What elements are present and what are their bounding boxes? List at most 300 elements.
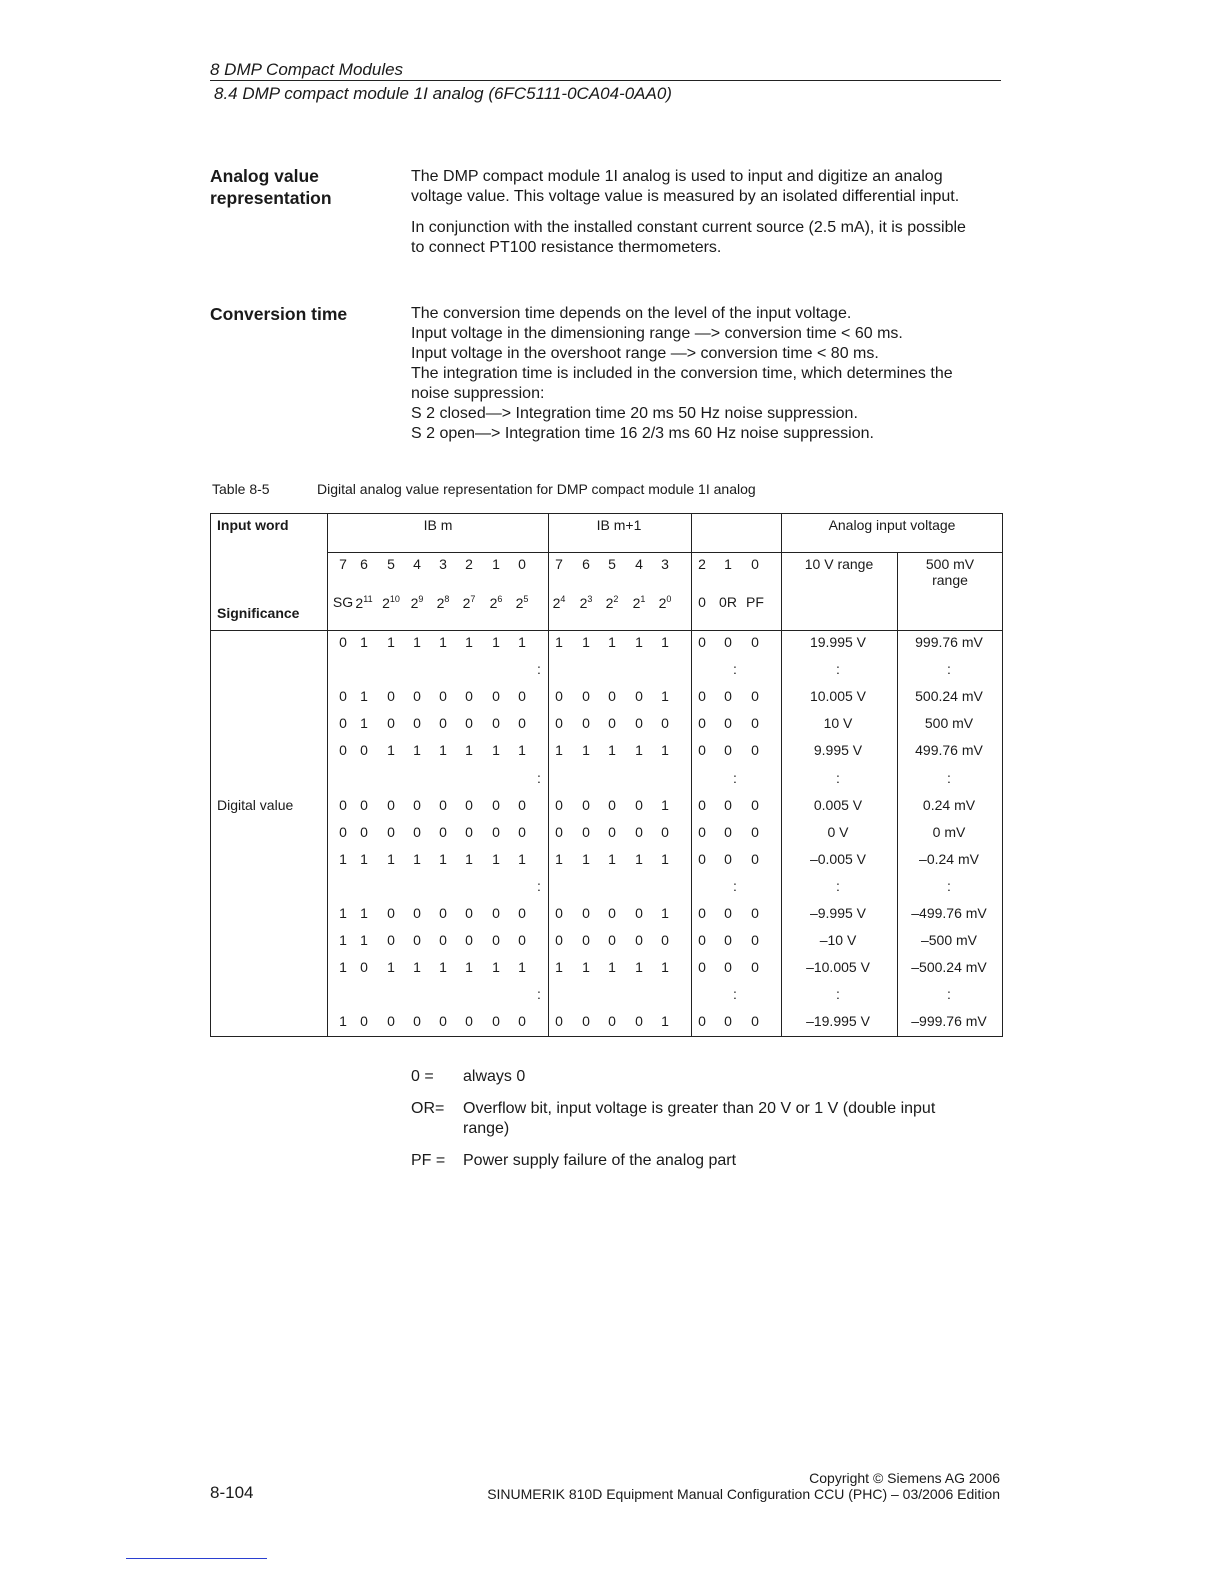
legend-key: PF =	[411, 1152, 446, 1169]
bit-value: 1	[555, 959, 563, 975]
bit-value: 1	[555, 851, 563, 867]
bit-value: 0	[439, 932, 447, 948]
ellipsis: :	[947, 661, 951, 677]
bit-value: 1	[439, 959, 447, 975]
bit-number: 2	[465, 556, 473, 572]
voltage-10v: 19.995 V	[809, 634, 867, 650]
ellipsis: :	[733, 770, 737, 786]
bit-value: 0	[360, 824, 368, 840]
bit-number: 0	[518, 556, 526, 572]
significance-value: $2^{10}$	[382, 594, 400, 611]
bit-value: 0	[724, 634, 732, 650]
bit-value: 1	[413, 851, 421, 867]
legend-description	[463, 1151, 983, 1171]
bit-value: 0	[608, 824, 616, 840]
bit-value: 1	[582, 851, 590, 867]
bit-value: 0	[661, 715, 669, 731]
bit-value: 1	[492, 634, 500, 650]
voltage-500mv: 0 mV	[932, 824, 966, 840]
bit-value: 0	[387, 688, 395, 704]
section-title: 8.4 DMP compact module 1I analog (6FC5111-0CA04-0AA0)	[214, 84, 672, 103]
bit-value: 1	[608, 851, 616, 867]
bit-value: 0	[555, 824, 563, 840]
significance-exponent: 9	[418, 594, 424, 604]
voltage-500mv: 0.24 mV	[922, 797, 976, 813]
bit-value: 1	[387, 742, 395, 758]
significance-exponent: 2	[613, 594, 619, 604]
significance-exponent: 5	[523, 594, 529, 604]
bit-value: 0	[698, 824, 706, 840]
bit-value: 1	[555, 634, 563, 650]
column-divider	[781, 514, 782, 1036]
bit-value: 0	[698, 905, 706, 921]
bit-value: 0	[608, 797, 616, 813]
legend-description	[463, 1067, 983, 1087]
ellipsis: :	[947, 986, 951, 1002]
bit-value: 0	[465, 1013, 473, 1029]
ellipsis: :	[537, 661, 541, 677]
bit-value: 1	[608, 742, 616, 758]
ellipsis: :	[733, 986, 737, 1002]
bit-value: 1	[518, 851, 526, 867]
bit-value: 1	[608, 634, 616, 650]
bit-value: 1	[661, 851, 669, 867]
bit-value: 1	[608, 959, 616, 975]
bit-value: 1	[387, 634, 395, 650]
bit-value: 0	[751, 851, 759, 867]
bit-value: 1	[465, 742, 473, 758]
significance-label: Significance	[217, 605, 300, 621]
bit-value: 1	[413, 742, 421, 758]
bit-value: 0	[465, 905, 473, 921]
bit-value: 0	[698, 634, 706, 650]
bit-value: 0	[339, 634, 347, 650]
bit-value: 0	[608, 905, 616, 921]
bit-value: 0	[413, 905, 421, 921]
bit-value: 0	[518, 824, 526, 840]
bit-value: 1	[465, 851, 473, 867]
ellipsis: :	[836, 878, 840, 894]
bit-value: 0	[751, 715, 759, 731]
digital-value-table	[210, 513, 1003, 1037]
analog-heading-line2: representation	[210, 188, 332, 208]
bit-value: 0	[518, 688, 526, 704]
ibm-header: IB m	[423, 517, 453, 533]
bit-value: 1	[518, 634, 526, 650]
voltage-500mv: –999.76 mV	[911, 1013, 987, 1029]
bit-value: 0	[439, 905, 447, 921]
bit-value: 0	[698, 932, 706, 948]
bit-value: 0	[751, 932, 759, 948]
voltage-10v: –19.995 V	[806, 1013, 870, 1029]
text-line: range)	[463, 1120, 510, 1137]
bit-value: 1	[661, 1013, 669, 1029]
ibm1-header: IB m+1	[596, 517, 642, 533]
bit-value: 0	[582, 905, 590, 921]
bit-value: 0	[439, 1013, 447, 1029]
conversion-time-text	[411, 304, 1001, 444]
text-line: The integration time is included in the conversion time, which determines the	[411, 365, 953, 382]
chapter-title: 8 DMP Compact Modules	[210, 60, 404, 79]
bit-value: 0	[661, 932, 669, 948]
legend-key: 0 =	[411, 1068, 434, 1085]
significance-exponent: 0	[666, 594, 672, 604]
bit-value: 0	[439, 688, 447, 704]
significance-value: 0R	[719, 594, 737, 610]
bit-value: 0	[387, 824, 395, 840]
bit-value: 0	[465, 797, 473, 813]
bit-value: 1	[582, 959, 590, 975]
bit-value: 0	[439, 715, 447, 731]
bit-value: 0	[339, 715, 347, 731]
ellipsis: :	[537, 878, 541, 894]
bit-value: 0	[413, 715, 421, 731]
table-caption-number: Table 8-5	[212, 481, 270, 497]
voltage-10v: 10 V	[823, 715, 853, 731]
bit-value: 0	[751, 824, 759, 840]
bit-number: 5	[387, 556, 395, 572]
bit-value: 0	[360, 1013, 368, 1029]
significance-value: $2^0$	[658, 594, 672, 611]
ellipsis: :	[947, 878, 951, 894]
bit-number: 6	[360, 556, 368, 572]
voltage-500mv: 500 mV	[924, 715, 974, 731]
bit-value: 1	[413, 959, 421, 975]
bit-value: 0	[360, 959, 368, 975]
bit-value: 1	[492, 851, 500, 867]
bit-value: 0	[724, 1013, 732, 1029]
bit-value: 0	[724, 959, 732, 975]
analog-value-heading	[210, 165, 332, 209]
range-500mv-line1: 500 mV	[925, 556, 975, 572]
text-line: always 0	[463, 1068, 526, 1085]
bit-value: 1	[518, 742, 526, 758]
bit-value: 0	[339, 824, 347, 840]
text-line: The DMP compact module 1I analog is used to input and digitize an analog	[411, 168, 943, 185]
bit-value: 0	[518, 1013, 526, 1029]
bit-value: 1	[439, 742, 447, 758]
text-line: to connect PT100 resistance thermometers.	[411, 239, 722, 256]
copyright: Copyright © Siemens AG 2006	[809, 1470, 1000, 1486]
bit-value: 0	[555, 688, 563, 704]
bit-value: 1	[360, 851, 368, 867]
row-divider	[327, 552, 1002, 553]
bit-value: 0	[387, 797, 395, 813]
analog-value-text	[411, 167, 1001, 269]
bit-number: 2	[698, 556, 706, 572]
bit-value: 0	[492, 1013, 500, 1029]
bit-value: 0	[582, 1013, 590, 1029]
bit-value: 0	[635, 932, 643, 948]
header-rule	[210, 80, 1001, 81]
bit-value: 0	[698, 851, 706, 867]
bit-value: 1	[661, 905, 669, 921]
bit-value: 0	[582, 932, 590, 948]
bit-value: 0	[635, 715, 643, 731]
bit-value: 0	[724, 742, 732, 758]
bit-value: 0	[582, 688, 590, 704]
significance-value: $2^1$	[632, 594, 646, 611]
bit-value: 1	[339, 1013, 347, 1029]
bit-value: 1	[339, 959, 347, 975]
voltage-10v: 10.005 V	[809, 688, 867, 704]
ellipsis: :	[836, 986, 840, 1002]
bit-value: 0	[608, 715, 616, 731]
voltage-10v: 0 V	[827, 824, 849, 840]
page-number: 8-104	[210, 1483, 254, 1502]
bit-value: 0	[724, 932, 732, 948]
significance-value: $2^5$	[515, 594, 529, 611]
significance-value: $2^{11}$	[355, 594, 373, 611]
bit-value: 0	[387, 932, 395, 948]
bit-value: 1	[360, 688, 368, 704]
significance-exponent: 3	[587, 594, 593, 604]
bit-value: 0	[751, 1013, 759, 1029]
significance-exponent: 4	[560, 594, 566, 604]
bit-value: 0	[555, 905, 563, 921]
voltage-500mv: –0.24 mV	[919, 851, 979, 867]
bit-value: 1	[439, 851, 447, 867]
bit-value: 0	[608, 688, 616, 704]
bit-value: 0	[582, 715, 590, 731]
significance-exponent: 11	[363, 594, 373, 604]
column-divider	[897, 552, 898, 1036]
legend-key: OR=	[411, 1100, 445, 1117]
bit-value: 1	[635, 851, 643, 867]
bit-value: 0	[724, 905, 732, 921]
bit-value: 1	[339, 932, 347, 948]
ellipsis: :	[947, 770, 951, 786]
significance-value: $2^3$	[579, 594, 593, 611]
bit-number: 7	[339, 556, 347, 572]
bit-value: 1	[465, 634, 473, 650]
voltage-500mv: –500.24 mV	[911, 959, 987, 975]
bit-value: 1	[387, 959, 395, 975]
bit-number: 4	[413, 556, 421, 572]
row-divider	[211, 630, 1002, 631]
text-line: S 2 open—> Integration time 16 2/3 ms 60 Hz noise suppression.	[411, 425, 874, 442]
text-line: Input voltage in the dimensioning range —> conversion time < 60 ms.	[411, 325, 903, 342]
bit-value: 0	[413, 1013, 421, 1029]
bit-value: 1	[492, 742, 500, 758]
bit-number: 0	[751, 556, 759, 572]
bit-value: 0	[518, 797, 526, 813]
bit-value: 1	[582, 742, 590, 758]
ellipsis: :	[537, 770, 541, 786]
significance-value: SG	[332, 594, 354, 610]
significance-value: $2^6$	[489, 594, 503, 611]
bit-value: 0	[724, 851, 732, 867]
significance-exponent: 7	[470, 594, 476, 604]
bit-value: 1	[661, 634, 669, 650]
bit-value: 1	[661, 959, 669, 975]
bit-value: 0	[413, 797, 421, 813]
bit-value: 0	[465, 932, 473, 948]
significance-value: $2^7$	[462, 594, 476, 611]
voltage-10v: 9.995 V	[813, 742, 863, 758]
bit-value: 0	[698, 742, 706, 758]
ellipsis: :	[733, 878, 737, 894]
bit-value: 0	[492, 688, 500, 704]
bit-value: 1	[661, 797, 669, 813]
bit-value: 0	[698, 797, 706, 813]
ellipsis: :	[836, 770, 840, 786]
bit-value: 1	[387, 851, 395, 867]
text-line: noise suppression:	[411, 385, 545, 402]
bit-value: 1	[439, 634, 447, 650]
bit-value: 0	[751, 797, 759, 813]
ellipsis: :	[733, 661, 737, 677]
bit-value: 0	[635, 1013, 643, 1029]
text-line: The conversion time depends on the level of the input voltage.	[411, 305, 852, 322]
analog-paragraph-2	[411, 218, 1001, 258]
range-500mv-header	[926, 556, 974, 588]
bit-value: 0	[724, 715, 732, 731]
bit-number: 3	[661, 556, 669, 572]
footer-link-underline	[126, 1558, 267, 1559]
bit-value: 0	[339, 688, 347, 704]
bit-value: 1	[360, 715, 368, 731]
significance-value: $2^4$	[552, 594, 566, 611]
bit-value: 0	[413, 824, 421, 840]
ellipsis: :	[537, 986, 541, 1002]
text-line: voltage value. This voltage value is measured by an isolated differential input.	[411, 188, 960, 205]
column-divider	[691, 514, 692, 1036]
bit-value: 0	[387, 1013, 395, 1029]
significance-value: $2^8$	[436, 594, 450, 611]
bit-value: 0	[492, 797, 500, 813]
bit-value: 0	[360, 742, 368, 758]
bit-value: 1	[661, 742, 669, 758]
bit-value: 0	[635, 824, 643, 840]
significance-value: 0	[698, 594, 706, 610]
bit-value: 0	[698, 1013, 706, 1029]
bit-value: 1	[360, 932, 368, 948]
bit-value: 0	[387, 905, 395, 921]
significance-exponent: 1	[640, 594, 646, 604]
voltage-10v: –0.005 V	[809, 851, 867, 867]
bit-value: 0	[465, 824, 473, 840]
legend-description	[463, 1099, 983, 1139]
range-10v-header: 10 V range	[804, 556, 874, 572]
bit-value: 0	[635, 797, 643, 813]
text-line: In conjunction with the installed constant current source (2.5 mA), it is possible	[411, 219, 966, 236]
bit-value: 0	[724, 688, 732, 704]
significance-exponent: 8	[444, 594, 450, 604]
bit-value: 1	[661, 688, 669, 704]
bit-number: 7	[555, 556, 563, 572]
manual-title: SINUMERIK 810D Equipment Manual Configuration CCU (PHC) – 03/2006 Edition	[487, 1486, 1000, 1502]
bit-number: 1	[492, 556, 500, 572]
voltage-500mv: 500.24 mV	[915, 688, 983, 704]
text-line: S 2 closed—> Integration time 20 ms 50 Hz noise suppression.	[411, 405, 858, 422]
bit-number: 4	[635, 556, 643, 572]
bit-value: 0	[724, 824, 732, 840]
bit-value: 1	[360, 634, 368, 650]
conversion-time-heading: Conversion time	[210, 304, 348, 324]
bit-value: 0	[492, 932, 500, 948]
bit-value: 0	[439, 824, 447, 840]
significance-value: PF	[746, 594, 764, 610]
bit-value: 0	[518, 715, 526, 731]
bit-value: 0	[518, 905, 526, 921]
text-line: Power supply failure of the analog part	[463, 1152, 737, 1169]
bit-value: 0	[608, 1013, 616, 1029]
bit-value: 0	[698, 715, 706, 731]
bit-value: 1	[339, 905, 347, 921]
bit-value: 0	[413, 688, 421, 704]
bit-value: 0	[608, 932, 616, 948]
bit-value: 0	[465, 715, 473, 731]
voltage-10v: 0.005 V	[813, 797, 863, 813]
bit-number: 6	[582, 556, 590, 572]
bit-value: 0	[387, 715, 395, 731]
bit-value: 0	[751, 959, 759, 975]
analog-input-voltage-header: Analog input voltage	[828, 517, 956, 533]
bit-value: 0	[492, 715, 500, 731]
digital-value-label: Digital value	[217, 797, 294, 813]
bit-value: 0	[492, 824, 500, 840]
bit-value: 0	[555, 797, 563, 813]
text-line: Overflow bit, input voltage is greater than 20 V or 1 V (double input	[463, 1100, 936, 1117]
significance-exponent: 10	[389, 594, 400, 604]
bit-value: 0	[698, 688, 706, 704]
bit-value: 0	[751, 742, 759, 758]
bit-value: 0	[555, 715, 563, 731]
bit-number: 1	[724, 556, 732, 572]
voltage-10v: –9.995 V	[809, 905, 867, 921]
bit-value: 0	[360, 797, 368, 813]
bit-value: 0	[582, 797, 590, 813]
bit-value: 1	[635, 634, 643, 650]
bit-value: 0	[698, 959, 706, 975]
bit-value: 0	[492, 905, 500, 921]
input-word-label: Input word	[217, 517, 289, 533]
significance-exponent: 6	[497, 594, 503, 604]
voltage-500mv: –500 mV	[920, 932, 978, 948]
bit-value: 1	[465, 959, 473, 975]
bit-value: 0	[751, 905, 759, 921]
bit-value: 0	[555, 1013, 563, 1029]
bit-value: 1	[413, 634, 421, 650]
analog-paragraph-1	[411, 167, 1001, 207]
range-500mv-line2: range	[932, 572, 968, 588]
bit-value: 1	[635, 959, 643, 975]
bit-value: 1	[360, 905, 368, 921]
bit-value: 0	[661, 824, 669, 840]
bit-value: 0	[339, 797, 347, 813]
bit-value: 1	[492, 959, 500, 975]
significance-value: $2^2$	[605, 594, 619, 611]
bit-value: 0	[518, 932, 526, 948]
bit-value: 1	[339, 851, 347, 867]
bit-value: 0	[635, 905, 643, 921]
bit-value: 0	[339, 742, 347, 758]
column-divider	[327, 514, 328, 1036]
ellipsis: :	[836, 661, 840, 677]
text-line: Input voltage in the overshoot range —> conversion time < 80 ms.	[411, 345, 879, 362]
bit-number: 5	[608, 556, 616, 572]
bit-value: 0	[439, 797, 447, 813]
bit-value: 1	[555, 742, 563, 758]
significance-value: $2^9$	[410, 594, 424, 611]
voltage-500mv: 999.76 mV	[915, 634, 983, 650]
voltage-500mv: –499.76 mV	[911, 905, 987, 921]
bit-number: 3	[439, 556, 447, 572]
analog-heading-line1: Analog value	[210, 166, 319, 186]
bit-value: 1	[582, 634, 590, 650]
voltage-10v: –10.005 V	[806, 959, 870, 975]
